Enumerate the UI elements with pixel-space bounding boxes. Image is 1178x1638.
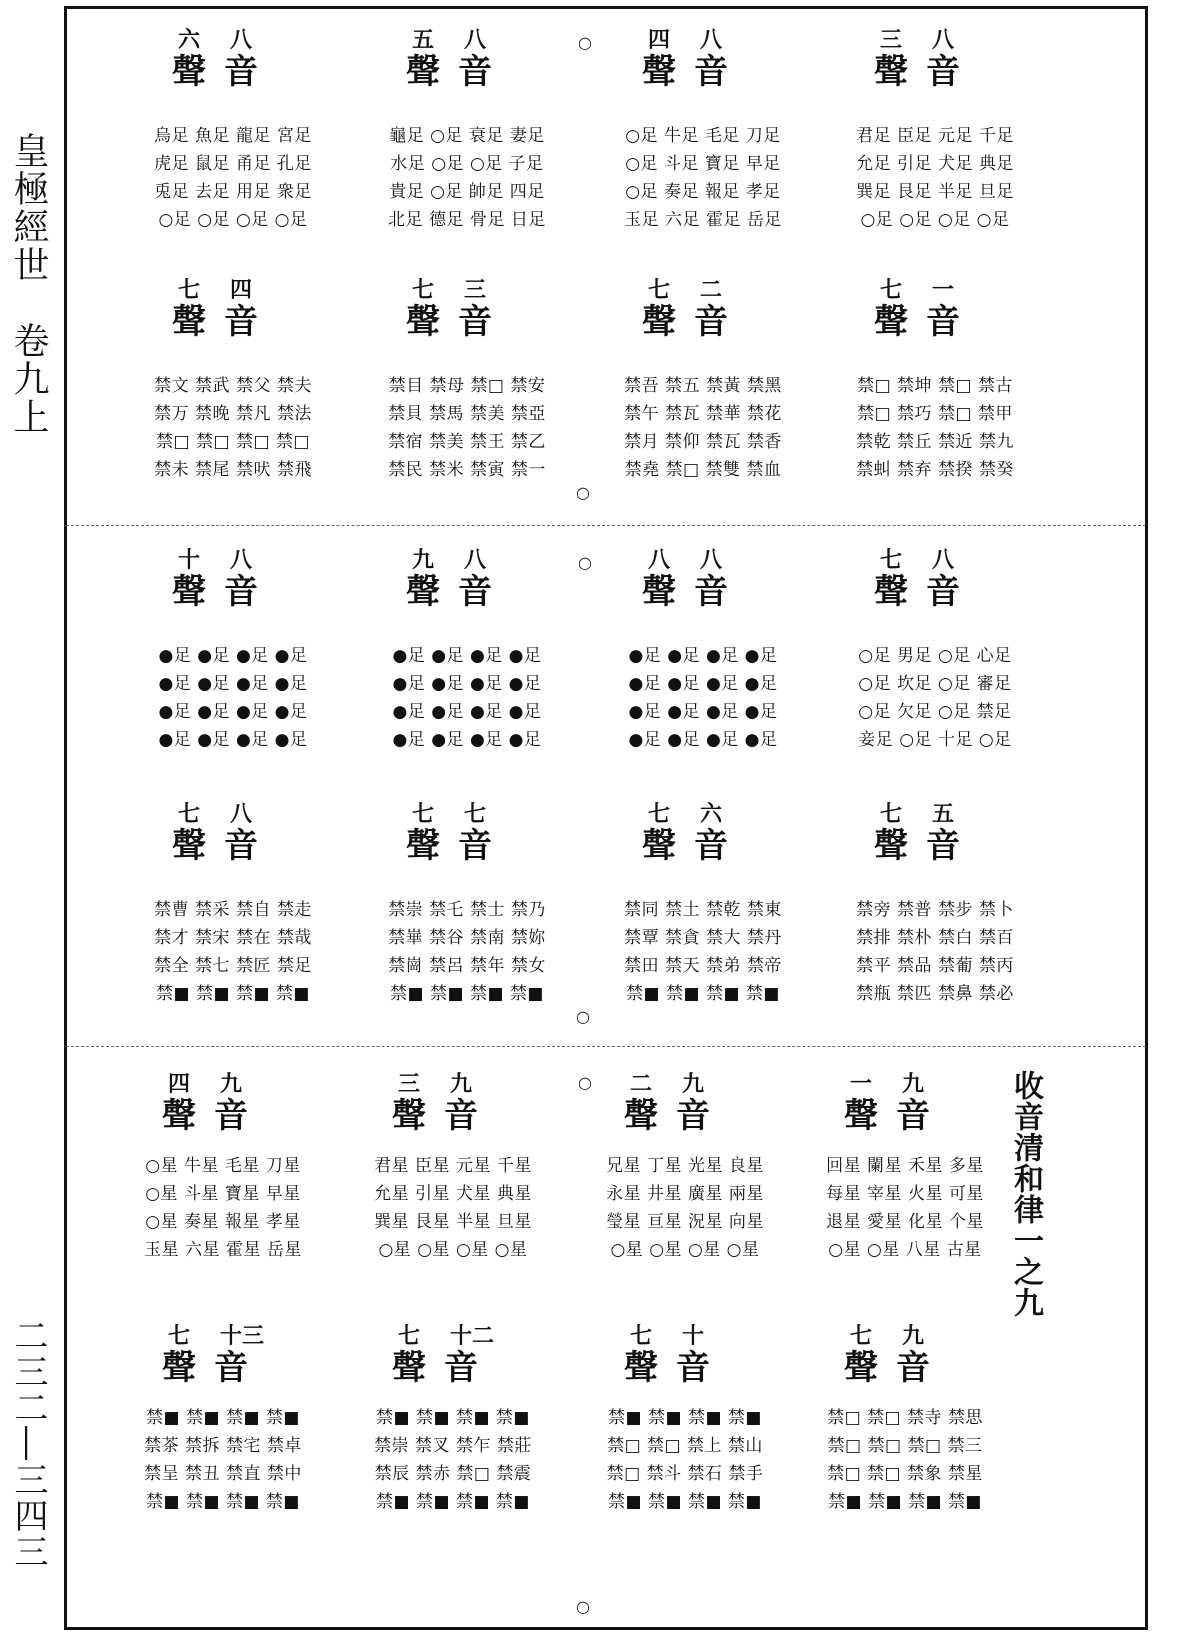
heading-yin: 音 (694, 52, 728, 92)
heading-yin: 音 (458, 52, 492, 92)
table-row: 巽足 艮足 半足 旦足 (856, 182, 1014, 202)
collect-sound-title: 收音清和律一之九 (1008, 1070, 1043, 1318)
table-row: ○星 ○星 八星 古星 (828, 1240, 982, 1260)
heading-number: 九 (220, 1071, 243, 1097)
heading-number: 四 (648, 27, 671, 53)
sound-table-cell (822, 22, 1048, 284)
table-row: 玉足 六足 霍足 岳足 (624, 210, 782, 230)
cell-rows (114, 1152, 332, 1264)
heading-number: 一 (932, 277, 955, 303)
table-row: 允星 引星 犬星 典星 (374, 1184, 532, 1204)
table-row: 禁田 禁天 禁弟 禁帝 (624, 956, 782, 976)
sound-table-cell (110, 1066, 336, 1328)
heading-yin: 音 (926, 572, 960, 612)
sound-table-cell (120, 272, 346, 534)
heading-sheng: 聲 (162, 1096, 196, 1136)
heading-number: 七 (412, 801, 435, 827)
table-row: 禁□ 禁□ 禁□ 禁□ (156, 432, 310, 452)
table-row: 禁呈 禁丑 禁直 禁中 (144, 1464, 302, 1484)
table-row: ●足 ●足 ●足 ●足 (392, 646, 542, 666)
table-row: 禁目 禁母 禁□ 禁安 (388, 376, 546, 396)
table-row: 烏足 魚足 龍足 宮足 (154, 126, 312, 146)
heading-sheng: 聲 (392, 1348, 426, 1388)
cell-heading (572, 1318, 798, 1388)
heading-yin: 音 (444, 1348, 478, 1388)
table-row: 禁□ 禁坤 禁□ 禁古 (857, 376, 1013, 396)
table-row: ●足 ●足 ●足 ●足 (628, 702, 778, 722)
table-row: 禁覃 禁貪 禁大 禁丹 (624, 928, 782, 948)
table-row: ○足 坎足 ○足 審足 (858, 674, 1012, 694)
cell-heading (110, 1066, 336, 1136)
table-row: 禁貝 禁馬 禁美 禁亞 (388, 404, 546, 424)
table-row: ●足 ●足 ●足 ●足 (158, 646, 308, 666)
heading-number: 四 (230, 277, 253, 303)
table-row: 禁午 禁瓦 禁華 禁花 (624, 404, 782, 424)
heading-number: 九 (450, 1071, 473, 1097)
heading-yin: 音 (896, 1096, 930, 1136)
sound-table-cell (120, 22, 346, 284)
table-row: ○足 男足 ○足 心足 (858, 646, 1012, 666)
sound-table-cell (354, 22, 580, 284)
heading-number: 五 (412, 27, 435, 53)
table-row: 禁崇 禁叉 禁乍 禁莊 (374, 1436, 532, 1456)
cell-rows (576, 1404, 794, 1516)
cell-rows (358, 122, 576, 234)
cell-rows (358, 896, 576, 1008)
heading-number: 九 (902, 1323, 925, 1349)
table-row: 北足 德足 骨足 日足 (388, 210, 546, 230)
heading-number: 七 (880, 801, 903, 827)
table-row: ●足 ●足 ●足 ●足 (392, 730, 542, 750)
heading-number: 八 (230, 547, 253, 573)
sound-table-cell (792, 1066, 1018, 1328)
cell-heading (590, 22, 816, 92)
heading-sheng: 聲 (874, 826, 908, 866)
heading-yin: 音 (926, 52, 960, 92)
cell-rows (124, 642, 342, 754)
table-row: 兄星 丁星 光星 良星 (606, 1156, 764, 1176)
sound-table-cell (590, 22, 816, 284)
heading-number: 七 (178, 801, 201, 827)
table-row: 禁未 禁尾 禁吠 禁飛 (154, 460, 312, 480)
table-row: 禁■ 禁■ 禁■ 禁■ (146, 1492, 300, 1512)
cell-heading (822, 272, 1048, 342)
table-row: 每星 宰星 火星 可星 (826, 1184, 984, 1204)
heading-yin: 音 (896, 1348, 930, 1388)
heading-number: 七 (168, 1323, 191, 1349)
sound-table-cell (572, 1318, 798, 1580)
cell-heading (572, 1066, 798, 1136)
heading-sheng: 聲 (874, 52, 908, 92)
cell-rows (594, 122, 812, 234)
heading-yin: 音 (926, 302, 960, 342)
heading-number: 一 (850, 1071, 873, 1097)
table-row: 回星 闌星 禾星 多星 (826, 1156, 984, 1176)
sound-table-cell (354, 272, 580, 534)
heading-number: 八 (700, 547, 723, 573)
table-row: 禁■ 禁■ 禁■ 禁■ (828, 1492, 982, 1512)
sound-table-cell (340, 1066, 566, 1328)
sound-table-cell (572, 1066, 798, 1328)
table-row: ○星 ○星 ○星 ○星 (610, 1240, 760, 1260)
table-row: 禁平 禁品 禁葡 禁丙 (856, 956, 1014, 976)
heading-number: 十二 (450, 1323, 495, 1349)
cell-heading (120, 796, 346, 866)
table-row: ●足 ●足 ●足 ●足 (392, 702, 542, 722)
cell-rows (594, 642, 812, 754)
heading-sheng: 聲 (406, 302, 440, 342)
cell-heading (120, 272, 346, 342)
table-row: ○足 牛足 毛足 刀足 (625, 126, 781, 146)
cell-heading (120, 542, 346, 612)
heading-sheng: 聲 (624, 1348, 658, 1388)
heading-sheng: 聲 (172, 302, 206, 342)
cell-heading (822, 796, 1048, 866)
heading-yin: 音 (458, 572, 492, 612)
table-row: 禁才 禁宋 禁在 禁哉 (154, 928, 312, 948)
cell-heading (792, 1066, 1018, 1136)
table-row: 禁□ 禁□ 禁寺 禁思 (827, 1408, 983, 1428)
heading-number: 六 (700, 801, 723, 827)
table-row: 禁万 禁晚 禁凡 禁法 (154, 404, 312, 424)
heading-number: 三 (464, 277, 487, 303)
table-row: ○星 斗星 寶星 早星 (145, 1184, 301, 1204)
cell-rows (124, 372, 342, 484)
cell-rows (344, 1404, 562, 1516)
heading-number: 九 (412, 547, 435, 573)
cell-heading (354, 542, 580, 612)
heading-sheng: 聲 (874, 302, 908, 342)
heading-number: 三 (398, 1071, 421, 1097)
table-row: ○足 斗足 寶足 早足 (625, 154, 781, 174)
sound-table-cell (590, 272, 816, 534)
table-row: 玉星 六星 霍星 岳星 (144, 1240, 302, 1260)
table-row: 君足 臣足 元足 千足 (856, 126, 1014, 146)
heading-yin: 音 (214, 1348, 248, 1388)
heading-number: 七 (648, 277, 671, 303)
table-row: ○星 ○星 ○星 ○星 (378, 1240, 528, 1260)
table-row: 禁■ 禁■ 禁■ 禁■ (376, 1492, 530, 1512)
table-row: ●足 ●足 ●足 ●足 (158, 702, 308, 722)
circle-mark: ○ (576, 1597, 590, 1616)
cell-heading (354, 272, 580, 342)
heading-yin: 音 (458, 826, 492, 866)
heading-number: 十三 (220, 1323, 265, 1349)
heading-sheng: 聲 (392, 1096, 426, 1136)
cell-rows (826, 896, 1044, 1008)
table-row: 龜足 ○足 衰足 妻足 (389, 126, 545, 146)
heading-number: 五 (932, 801, 955, 827)
cell-heading (822, 22, 1048, 92)
sound-table-cell (354, 796, 580, 1058)
table-row: 禁全 禁七 禁匠 禁足 (154, 956, 312, 976)
heading-yin: 音 (224, 52, 258, 92)
heading-number: 七 (412, 277, 435, 303)
table-row: ○足 ○足 ○足 ○足 (158, 210, 308, 230)
circle-mark: ○ (578, 1073, 592, 1092)
heading-sheng: 聲 (406, 826, 440, 866)
table-row: 永星 井星 廣星 兩星 (606, 1184, 764, 1204)
table-row: 禁■ 禁■ 禁■ 禁■ (376, 1408, 530, 1428)
table-row: 禁同 禁土 禁乾 禁東 (624, 900, 782, 920)
page-number: 二三二―三四三 (8, 1318, 48, 1570)
cell-heading (792, 1318, 1018, 1388)
table-row: 禁曹 禁采 禁自 禁走 (154, 900, 312, 920)
heading-sheng: 聲 (642, 572, 676, 612)
left-margin (4, 0, 52, 1638)
heading-number: 八 (648, 547, 671, 573)
table-row: ●足 ●足 ●足 ●足 (158, 674, 308, 694)
table-row: 禁■ 禁■ 禁■ 禁■ (146, 1408, 300, 1428)
heading-number: 八 (932, 27, 955, 53)
table-row: 禁文 禁武 禁父 禁夫 (154, 376, 312, 396)
sound-table-cell (354, 542, 580, 804)
cell-rows (344, 1152, 562, 1264)
heading-yin: 音 (694, 826, 728, 866)
cell-rows (594, 896, 812, 1008)
heading-number: 八 (464, 27, 487, 53)
sound-table-cell (340, 1318, 566, 1580)
heading-sheng: 聲 (624, 1096, 658, 1136)
table-row: ●足 ●足 ●足 ●足 (392, 674, 542, 694)
table-row: 禁■ 禁■ 禁■ 禁■ (626, 984, 780, 1004)
heading-yin: 音 (926, 826, 960, 866)
table-row: ●足 ●足 ●足 ●足 (628, 730, 778, 750)
cell-rows (826, 642, 1044, 754)
heading-sheng: 聲 (172, 826, 206, 866)
sound-table-cell (120, 542, 346, 804)
heading-sheng: 聲 (642, 302, 676, 342)
heading-sheng: 聲 (642, 826, 676, 866)
table-row: 退星 愛星 化星 个星 (826, 1212, 984, 1232)
heading-number: 九 (682, 1071, 705, 1097)
cell-heading (354, 22, 580, 92)
sound-table-cell (120, 796, 346, 1058)
heading-number: 八 (230, 27, 253, 53)
heading-sheng: 聲 (642, 52, 676, 92)
heading-number: 十 (682, 1323, 705, 1349)
heading-number: 六 (178, 27, 201, 53)
heading-sheng: 聲 (844, 1348, 878, 1388)
table-row: 禁□ 禁□ 禁象 禁星 (827, 1464, 983, 1484)
cell-rows (796, 1404, 1014, 1516)
heading-yin: 音 (676, 1096, 710, 1136)
heading-sheng: 聲 (172, 572, 206, 612)
table-row: 兎足 去足 用足 衆足 (154, 182, 312, 202)
cell-heading (590, 542, 816, 612)
circle-mark: ○ (578, 553, 592, 572)
heading-number: 八 (230, 801, 253, 827)
cell-heading (822, 542, 1048, 612)
cell-heading (110, 1318, 336, 1388)
heading-number: 八 (464, 547, 487, 573)
heading-yin: 音 (694, 302, 728, 342)
cell-rows (124, 122, 342, 234)
table-row: 君星 臣星 元星 千星 (374, 1156, 532, 1176)
circle-mark: ○ (576, 1007, 590, 1026)
sound-table-cell (822, 542, 1048, 804)
heading-number: 七 (398, 1323, 421, 1349)
table-row: 禁瓶 禁匹 禁鼻 禁必 (856, 984, 1014, 1004)
table-row: 禁□ 禁斗 禁石 禁手 (606, 1464, 764, 1484)
cell-rows (358, 642, 576, 754)
cell-rows (114, 1404, 332, 1516)
heading-yin: 音 (444, 1096, 478, 1136)
table-row: ●足 ●足 ●足 ●足 (628, 646, 778, 666)
table-row: ○足 奏足 報足 孝足 (625, 182, 781, 202)
table-row: 禁崗 禁呂 禁年 禁女 (388, 956, 546, 976)
sound-table-cell (822, 272, 1048, 534)
heading-yin: 音 (694, 572, 728, 612)
cell-heading (354, 796, 580, 866)
table-row: 允足 引足 犬足 典足 (856, 154, 1014, 174)
table-row: 禁□ 禁□ 禁□ 禁三 (827, 1436, 983, 1456)
table-row: 禁□ 禁巧 禁□ 禁甲 (857, 404, 1013, 424)
sound-table-cell (822, 796, 1048, 1058)
cell-heading (590, 272, 816, 342)
cell-heading (340, 1318, 566, 1388)
heading-number: 四 (168, 1071, 191, 1097)
table-row: 禁宿 禁美 禁王 禁乙 (388, 432, 546, 452)
heading-number: 三 (880, 27, 903, 53)
cell-rows (576, 1152, 794, 1264)
circle-mark: ○ (578, 33, 592, 52)
heading-number: 十 (178, 547, 201, 573)
book-title: 皇極經世 卷九上 (8, 132, 49, 436)
table-row: ○星 牛星 毛星 刀星 (145, 1156, 301, 1176)
heading-sheng: 聲 (162, 1348, 196, 1388)
sound-table-cell (590, 796, 816, 1058)
cell-heading (340, 1066, 566, 1136)
table-row: ●足 ●足 ●足 ●足 (628, 674, 778, 694)
heading-sheng: 聲 (406, 572, 440, 612)
circle-mark: ○ (576, 483, 590, 502)
table-row: ○星 奏星 報星 孝星 (145, 1212, 301, 1232)
table-row: ○足 ○足 ○足 ○足 (860, 210, 1010, 230)
table-row: 妾足 ○足 十足 ○足 (858, 730, 1012, 750)
table-row: 禁茶 禁拆 禁宅 禁卓 (144, 1436, 302, 1456)
table-row: 貴足 ○足 帥足 四足 (389, 182, 545, 202)
heading-number: 二 (700, 277, 723, 303)
sound-table-cell (792, 1318, 1018, 1580)
table-row: ○足 欠足 ○足 禁足 (858, 702, 1012, 722)
cell-heading (120, 22, 346, 92)
heading-number: 七 (880, 547, 903, 573)
cell-rows (594, 372, 812, 484)
heading-yin: 音 (458, 302, 492, 342)
heading-yin: 音 (224, 572, 258, 612)
heading-yin: 音 (214, 1096, 248, 1136)
table-row: 禁■ 禁■ 禁■ 禁■ (156, 984, 310, 1004)
table-row: 禁崋 禁谷 禁南 禁妳 (388, 928, 546, 948)
sound-table-cell (590, 542, 816, 804)
heading-number: 七 (178, 277, 201, 303)
heading-yin: 音 (224, 826, 258, 866)
table-row: 禁■ 禁■ 禁■ 禁■ (608, 1492, 762, 1512)
cell-rows (358, 372, 576, 484)
sound-table-cell (110, 1318, 336, 1580)
table-row: 禁■ 禁■ 禁■ 禁■ (390, 984, 544, 1004)
table-row: 禁吾 禁五 禁黃 禁黑 (624, 376, 782, 396)
heading-number: 八 (932, 547, 955, 573)
table-row: 瑩星 亘星 況星 向星 (606, 1212, 764, 1232)
heading-sheng: 聲 (844, 1096, 878, 1136)
table-row: 禁□ 禁□ 禁上 禁山 (607, 1436, 763, 1456)
heading-number: 七 (464, 801, 487, 827)
heading-number: 七 (630, 1323, 653, 1349)
heading-yin: 音 (676, 1348, 710, 1388)
heading-number: 七 (880, 277, 903, 303)
table-row: 巽星 艮星 半星 旦星 (374, 1212, 532, 1232)
cell-rows (796, 1152, 1014, 1264)
table-row: 禁排 禁朴 禁白 禁百 (856, 928, 1014, 948)
heading-number: 二 (630, 1071, 653, 1097)
heading-sheng: 聲 (406, 52, 440, 92)
heading-sheng: 聲 (172, 52, 206, 92)
table-row: ●足 ●足 ●足 ●足 (158, 730, 308, 750)
table-row: 禁■ 禁■ 禁■ 禁■ (608, 1408, 762, 1428)
table-row: 禁月 禁仰 禁瓦 禁香 (624, 432, 782, 452)
table-row: 禁旁 禁普 禁步 禁卜 (856, 900, 1014, 920)
cell-rows (124, 896, 342, 1008)
table-row: 禁堯 禁□ 禁雙 禁血 (624, 460, 782, 480)
heading-number: 七 (648, 801, 671, 827)
heading-number: 九 (902, 1071, 925, 1097)
cell-heading (590, 796, 816, 866)
heading-number: 八 (700, 27, 723, 53)
heading-number: 七 (850, 1323, 873, 1349)
table-row: 禁民 禁米 禁寅 禁一 (388, 460, 546, 480)
cell-rows (826, 372, 1044, 484)
heading-yin: 音 (224, 302, 258, 342)
heading-sheng: 聲 (874, 572, 908, 612)
table-row: 禁辰 禁赤 禁□ 禁震 (374, 1464, 532, 1484)
table-row: 水足 ○足 ○足 子足 (390, 154, 544, 174)
cell-rows (826, 122, 1044, 234)
table-row: 虎足 鼠足 甬足 孔足 (154, 154, 312, 174)
table-row: 禁乾 禁丘 禁近 禁九 (856, 432, 1014, 452)
table-row: 禁崇 禁乇 禁士 禁乃 (388, 900, 546, 920)
table-row: 禁虯 禁弃 禁揆 禁癸 (856, 460, 1014, 480)
